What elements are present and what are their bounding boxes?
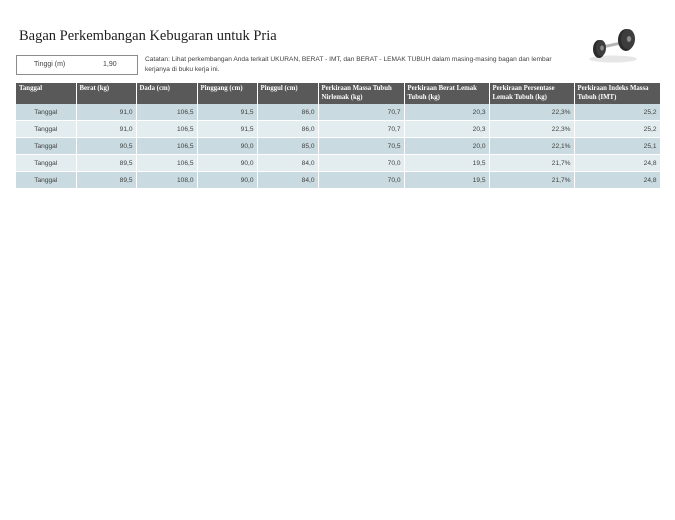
- cell-weight[interactable]: 90,5: [76, 138, 136, 155]
- cell-hip[interactable]: 86,0: [257, 121, 318, 138]
- cell-bmi[interactable]: 24,8: [574, 155, 660, 172]
- cell-date[interactable]: Tanggal: [16, 121, 76, 138]
- cell-fat-weight[interactable]: 20,0: [404, 138, 489, 155]
- cell-chest[interactable]: 106,5: [136, 138, 197, 155]
- cell-waist[interactable]: 90,0: [197, 172, 257, 189]
- page-title: Bagan Perkembangan Kebugaran untuk Pria: [19, 28, 277, 44]
- table-row: [16, 104, 660, 121]
- header-date[interactable]: Tanggal: [16, 83, 76, 104]
- cell-chest[interactable]: 106,5: [136, 121, 197, 138]
- cell-bmi[interactable]: 25,2: [574, 121, 660, 138]
- table-row: [16, 121, 660, 138]
- cell-waist[interactable]: 90,0: [197, 155, 257, 172]
- cell-chest[interactable]: 106,5: [136, 155, 197, 172]
- cell-fat-weight[interactable]: 19,5: [404, 172, 489, 189]
- cell-weight[interactable]: 91,0: [76, 104, 136, 121]
- cell-hip[interactable]: 84,0: [257, 172, 318, 189]
- cell-hip[interactable]: 85,0: [257, 138, 318, 155]
- header-chest[interactable]: Dada (cm): [136, 83, 197, 104]
- cell-fat-weight[interactable]: 20,3: [404, 104, 489, 121]
- cell-waist[interactable]: 91,5: [197, 104, 257, 121]
- cell-lean-mass[interactable]: 70,0: [318, 155, 404, 172]
- cell-chest[interactable]: 106,5: [136, 104, 197, 121]
- header-weight[interactable]: Berat (kg): [76, 83, 136, 104]
- cell-hip[interactable]: 84,0: [257, 155, 318, 172]
- fitness-table: [16, 83, 661, 189]
- cell-fat-percent[interactable]: 22,3%: [489, 121, 574, 138]
- height-label: Tinggi (m): [34, 61, 66, 68]
- cell-weight[interactable]: 91,0: [76, 121, 136, 138]
- cell-weight[interactable]: 89,5: [76, 155, 136, 172]
- header-hip[interactable]: Pinggul (cm): [257, 83, 318, 104]
- table-row: [16, 172, 660, 189]
- cell-lean-mass[interactable]: 70,7: [318, 121, 404, 138]
- table-header-row: [16, 83, 660, 104]
- cell-bmi[interactable]: 24,8: [574, 172, 660, 189]
- cell-lean-mass[interactable]: 70,0: [318, 172, 404, 189]
- cell-fat-weight[interactable]: 19,5: [404, 155, 489, 172]
- cell-fat-percent[interactable]: 22,1%: [489, 138, 574, 155]
- cell-hip[interactable]: 86,0: [257, 104, 318, 121]
- height-value[interactable]: 1,90: [103, 61, 117, 68]
- cell-lean-mass[interactable]: 70,7: [318, 104, 404, 121]
- table-row: [16, 155, 660, 172]
- cell-lean-mass[interactable]: 70,5: [318, 138, 404, 155]
- cell-date[interactable]: Tanggal: [16, 172, 76, 189]
- height-input-box[interactable]: [16, 55, 138, 75]
- cell-fat-weight[interactable]: 20,3: [404, 121, 489, 138]
- header-fat-percent[interactable]: Perkiraan Persentase Lemak Tubuh (kg): [489, 83, 574, 104]
- header-fat-weight[interactable]: Perkiraan Berat Lemak Tubuh (kg): [404, 83, 489, 104]
- header-lean-mass[interactable]: Perkiraan Massa Tubuh Nirlemak (kg): [318, 83, 404, 104]
- note-text: Catatan: Lihat perkembangan Anda terkait UKURAN, BERAT - IMT, dan BERAT - LEMAK TUBUH dalam masing-masing bagan dan lembar kerjanya di buku kerja ini.: [145, 56, 552, 73]
- cell-date[interactable]: Tanggal: [16, 138, 76, 155]
- cell-fat-percent[interactable]: 21,7%: [489, 172, 574, 189]
- cell-date[interactable]: Tanggal: [16, 155, 76, 172]
- header-bmi[interactable]: Perkiraan Indeks Massa Tubuh (IMT): [574, 83, 660, 104]
- cell-waist[interactable]: 90,0: [197, 138, 257, 155]
- header-waist[interactable]: Pinggang (cm): [197, 83, 257, 104]
- cell-chest[interactable]: 108,0: [136, 172, 197, 189]
- dumbbell-icon: [586, 26, 640, 64]
- cell-bmi[interactable]: 25,2: [574, 104, 660, 121]
- cell-fat-percent[interactable]: 21,7%: [489, 155, 574, 172]
- cell-waist[interactable]: 91,5: [197, 121, 257, 138]
- cell-date[interactable]: Tanggal: [16, 104, 76, 121]
- cell-weight[interactable]: 89,5: [76, 172, 136, 189]
- table-row: [16, 138, 660, 155]
- cell-bmi[interactable]: 25,1: [574, 138, 660, 155]
- cell-fat-percent[interactable]: 22,3%: [489, 104, 574, 121]
